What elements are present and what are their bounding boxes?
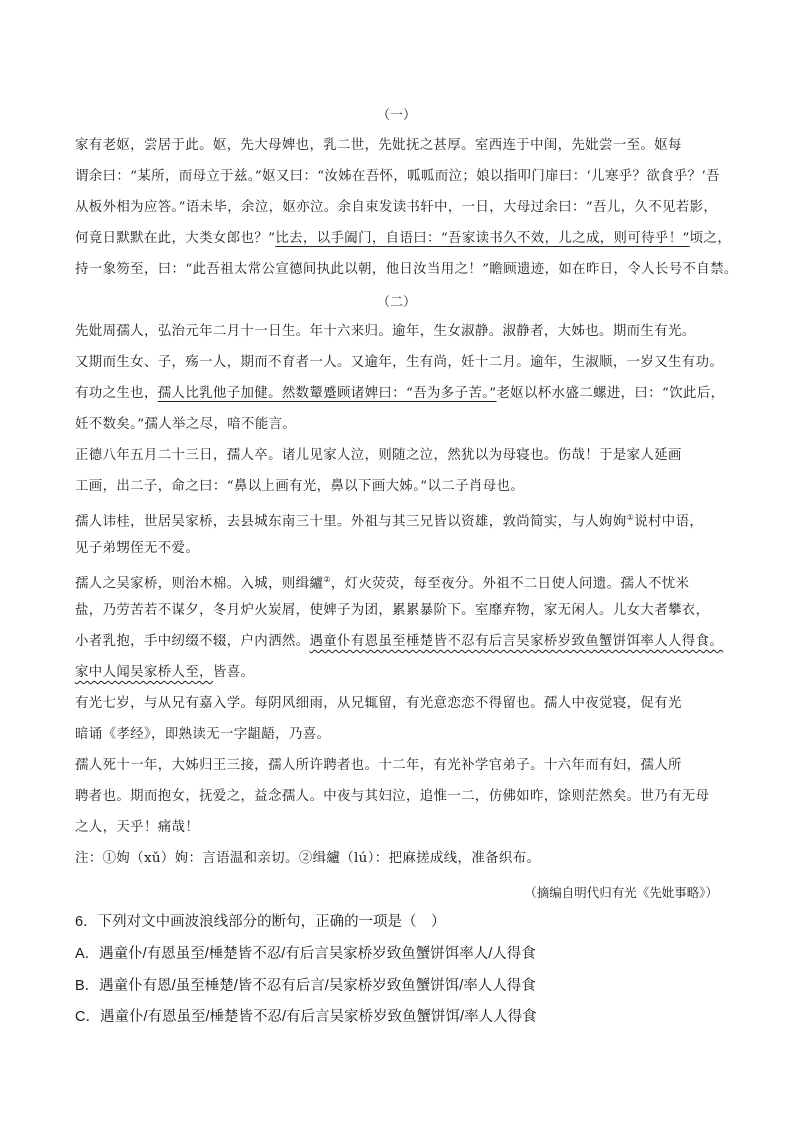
text-line: 暗诵《孝经》，即熟读无一字龃龉，乃喜。 [75,727,331,742]
text-line [75,508,723,530]
text-span: 孺人讳桂，世居吴家桥，去县城东南三十里。外祖与其三兄皆以资雄，敦尚简实，与人姁姁 [75,514,627,530]
text-line: 先妣周孺人，弘治元年二月十一日生。年十六来归。逾年，生女淑静。淑静者，大姊也。期而生有光。 [75,324,696,339]
text-line [75,384,723,406]
text-line [75,663,723,685]
text-span: 皆喜。 [212,665,255,680]
text-span: 小者乳抱，手中纫缀不辍，户内洒然。 [75,634,310,649]
text-line: 盐，乃劳苦若不谋夕，冬月炉火炭屑，使婢子为团，累累暴阶下。室靡弃物，家无闲人。儿女大者攀衣， [75,603,710,618]
text-span: 老妪以杯水盛二螺进，曰：“饮此后， [496,386,725,401]
text-span: 有功之生也， [75,386,158,401]
section-heading-2: （二） [376,295,416,310]
source-citation: （摘编自明代归有光《先妣事略》） [524,885,718,900]
text-line: 孺人死十一年，大姊归王三接，孺人所许聘者也。十二年，有光补学官弟子。十六年而有妇，孺人所 [75,758,682,773]
footnote-ref: ② [323,575,331,584]
text-line: 持一象笏至，曰：“此吾祖太常公宣德间执此以朝，他日汝当用之！”瞻顾遗迹，如在昨日，令人长号不自禁。 [75,262,738,277]
text-line: 谓余曰：“某所，而母立于兹。”妪又曰：“汝姊在吾怀，呱呱而泣；娘以指叩门扉曰：‘儿寒乎？欲食乎？’吾 [75,169,720,184]
text-span: 顷之， [689,231,732,246]
text-line: 之人，天乎！痛哉！ [75,820,200,835]
footnote-ref: ① [626,513,635,522]
text-span: 孺人之吴家桥，则治木棉。入城，则缉纑 [75,576,324,592]
text-line: 又期而生女、子，殇一人，期而不育者一人。又逾年，生有尚，妊十二月。逾年，生淑顺，一岁又生有功。 [75,355,724,370]
wavy-underlined-sentence: 遇童仆有恩虽至棰楚皆不忍有后言吴家桥岁致鱼蟹饼饵率人人得食。 [309,634,724,649]
text-span: 说村中语， [634,514,704,530]
wavy-underlined-sentence: 家中人闻吴家桥人至， [75,665,213,680]
answer-option-a[interactable]: A．遇童仆/有恩虽至/棰楚皆不忍/有后言吴家桥岁致鱼蟹饼饵率人/人得食 [75,946,536,962]
section-heading-1: （一） [376,108,416,123]
text-line: 工画，出二子，命之曰：“鼻以上画有光，鼻以下画大姊。”以二子肖母也。 [75,479,525,494]
text-line: 家有老妪，尝居于此。妪，先大母婢也，乳二世，先妣抚之甚厚。室西连于中闺，先妣尝一至。妪每 [75,138,682,153]
text-span: 何竟日默默在此，大类女郎也？” [75,231,276,246]
text-line: 从板外相为应答。”语未毕，余泣，妪亦泣。余自束发读书轩中，一日，大母过余曰：“吾儿，久不见若影， [75,200,718,215]
text-line: 妊不数矣。”孺人举之尽，喑不能言。 [75,417,297,432]
text-line [75,229,732,251]
text-line: 聘者也。期而抱女，抚爱之，益念孺人。中夜与其妇泣，追惟一二，仿佛如昨，馀则茫然矣。世乃有无母 [75,789,710,804]
answer-option-c[interactable]: C．遇童仆/有恩虽至/棰楚皆不忍/有后言吴家桥岁致鱼蟹饼饵/率人人得食 [75,1009,537,1025]
question-stem: 6．下列对文中画波浪线部分的断句，正确的一项是（ ） [75,914,446,930]
text-line [75,570,723,592]
text-line: 正德八年五月二十三日，孺人卒。诸儿见家人泣，则随之泣，然犹以为母寝也。伤哉！于是家人延画 [75,448,682,463]
text-line [75,632,723,654]
answer-option-b[interactable]: B．遇童仆有恩/虽至棰楚/皆不忍有后言/吴家桥岁致鱼蟹饼饵/率人人得食 [75,978,536,994]
text-line: 有光七岁，与从兄有嘉入学。每阴风细雨，从兄辄留，有光意恋恋不得留也。孺人中夜觉寝，促有光 [75,696,682,711]
text-line: 见子弟甥侄无不爱。 [75,541,200,556]
annotation-notes: 注：①姁（xǔ）姁：言语温和亲切。②缉纑（lú）：把麻搓成线，准备织布。 [75,851,541,866]
text-span: ，灯火荧荧，每至夜分。外祖不二日使人问遗。孺人不忧米 [330,576,690,592]
underlined-sentence: 孺人比乳他子加健。然数颦蹙顾诸婢曰：“吾为多子苦。” [157,386,497,401]
underlined-sentence: 比去，以手阖门，自语曰：“吾家读书久不效，儿之成，则可待乎！” [275,231,690,246]
